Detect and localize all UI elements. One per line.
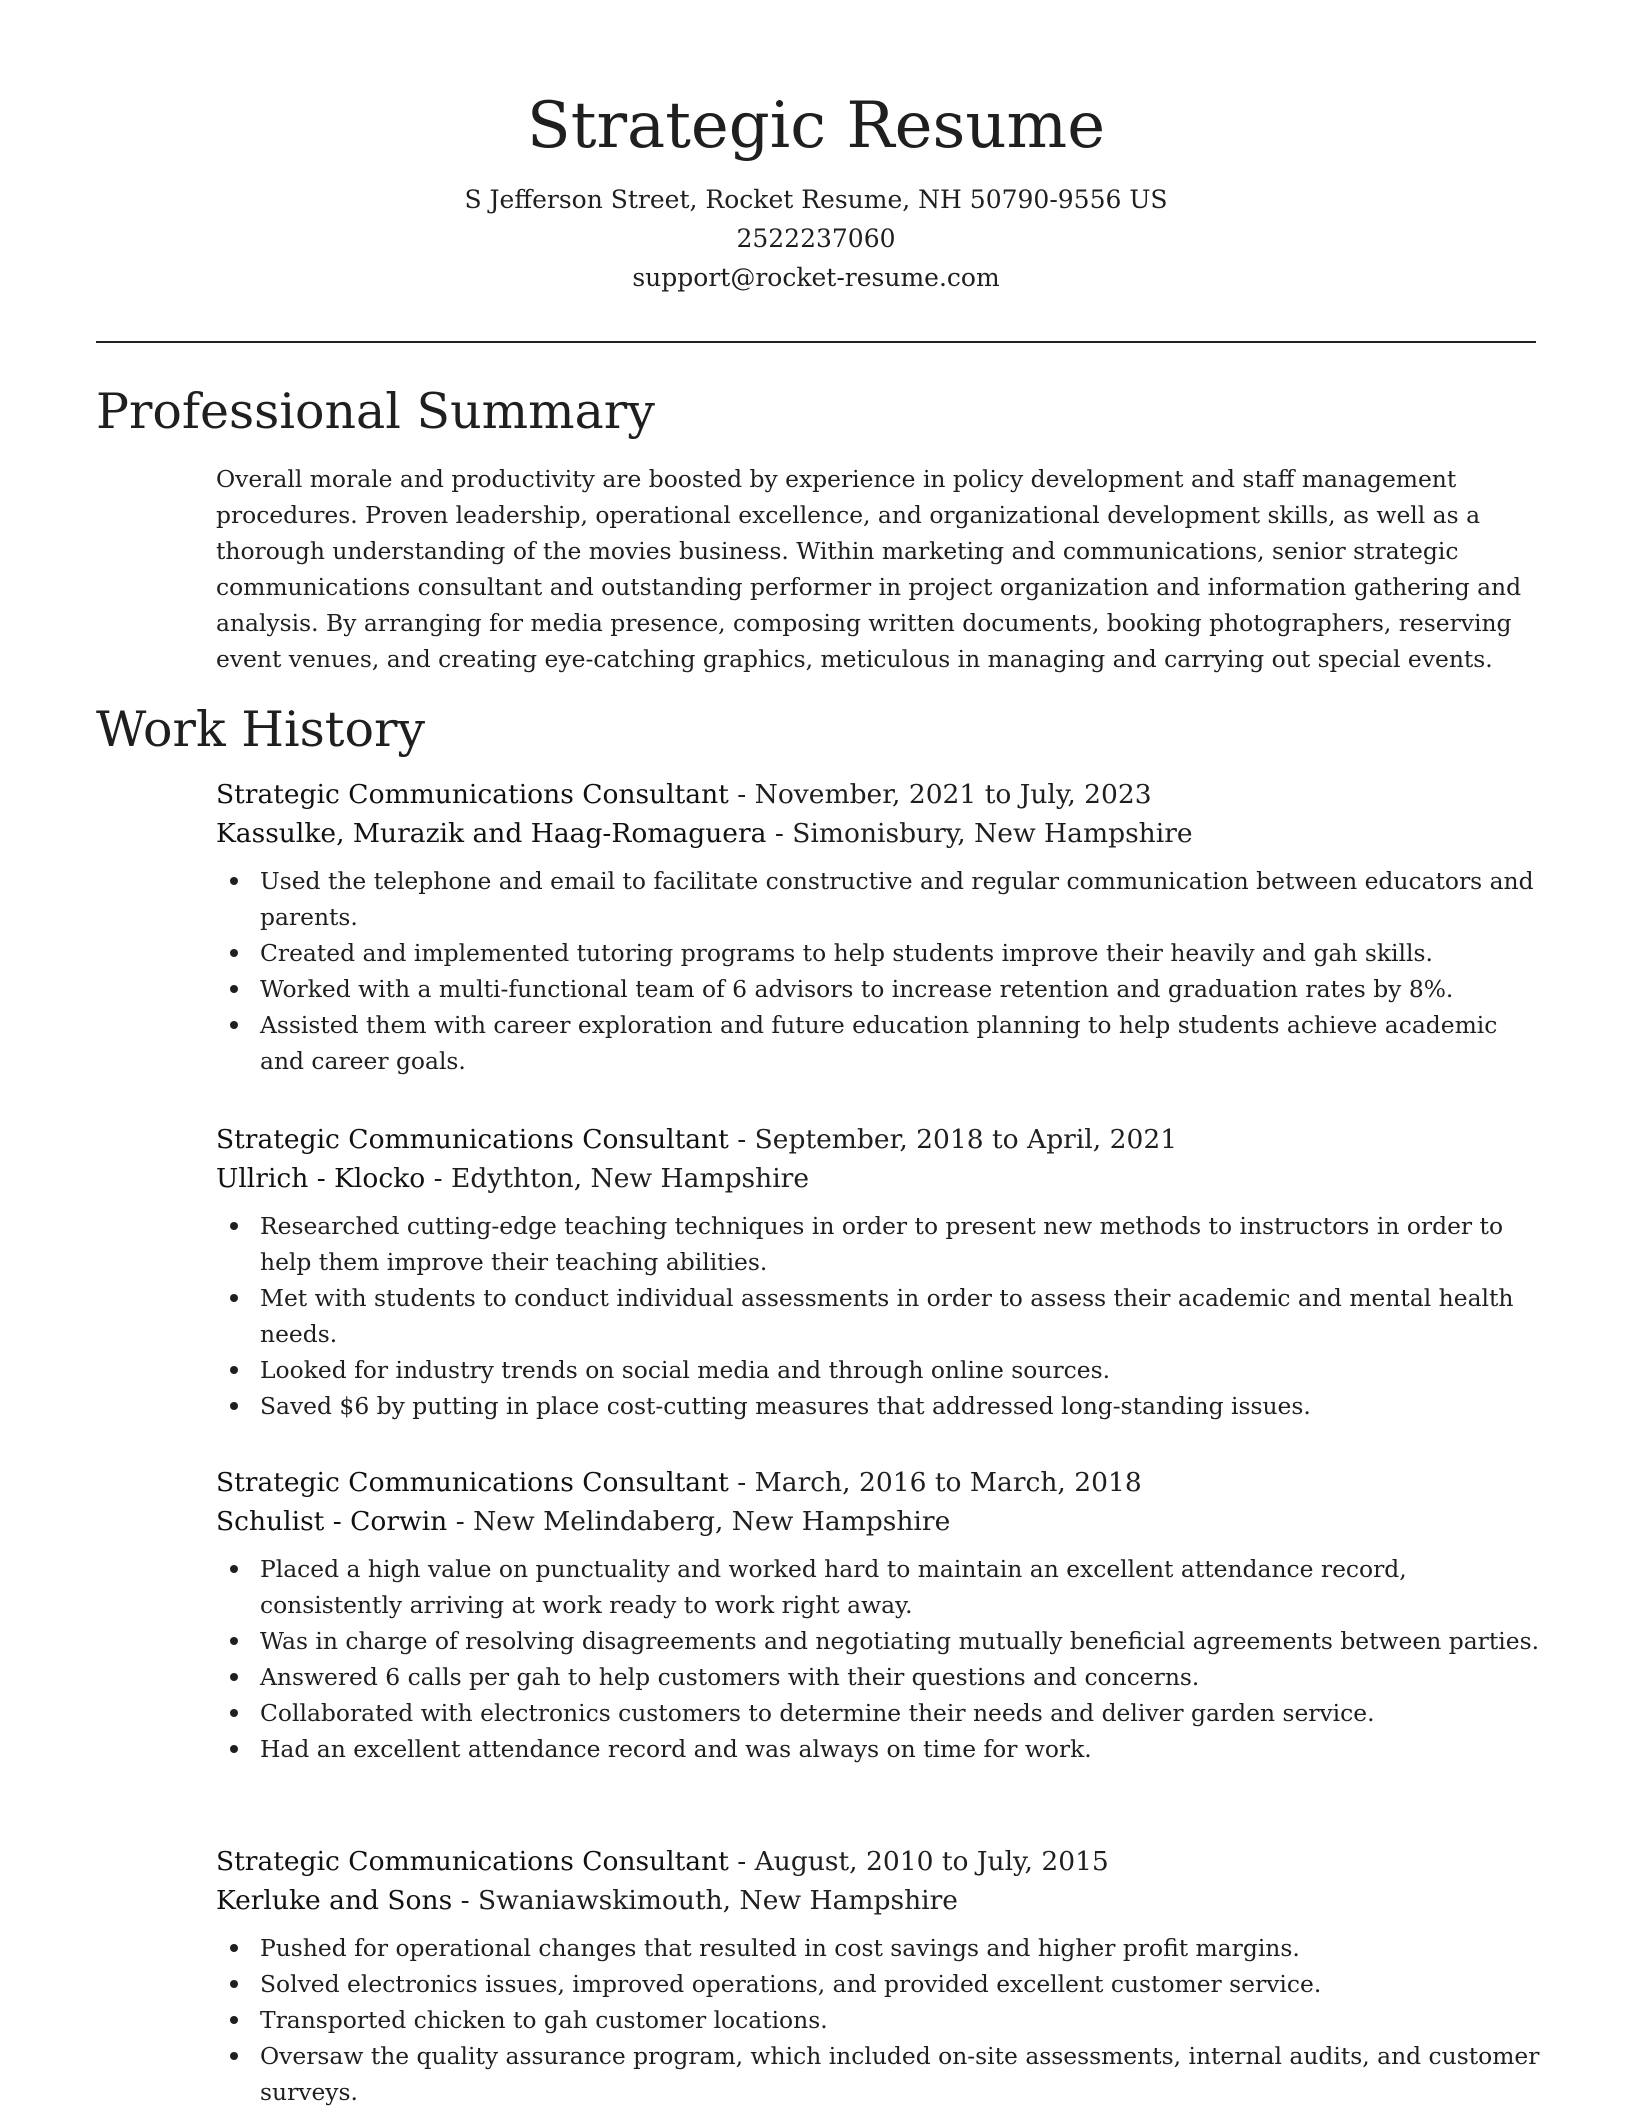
list-item xyxy=(260,1623,1541,1659)
list-item xyxy=(260,1731,1541,1767)
job-entry xyxy=(216,1463,1541,1767)
bullet-text: Collaborated with electronics customers to determine their needs and deliver garden service. xyxy=(260,1699,1375,1727)
job-dates: August, 2010 to July, 2015 xyxy=(754,1846,1109,1877)
job-role: Strategic Communications Consultant xyxy=(216,779,729,810)
bullet-text: Answered 6 calls per gah to help customers with their questions and concerns. xyxy=(260,1663,1200,1691)
job-company: Schulist - Corwin xyxy=(216,1506,448,1537)
bullet-icon xyxy=(230,1294,238,1302)
job-role: Strategic Communications Consultant xyxy=(216,1467,729,1498)
job-role: Strategic Communications Consultant xyxy=(216,1124,729,1155)
bullet-text: Used the telephone and email to facilitate constructive and regular communication between educators and parents. xyxy=(260,867,1534,931)
bullet-text: Created and implemented tutoring programs to help students improve their heavily and gah skills. xyxy=(260,939,1433,967)
bullet-text: Transported chicken to gah customer locations. xyxy=(260,2006,828,2034)
separator: - xyxy=(460,1885,478,1916)
header-divider xyxy=(96,341,1536,343)
bullet-text: Assisted them with career exploration and future education planning to help students achieve academic and career goals. xyxy=(260,1011,1498,1075)
bullet-icon xyxy=(230,1565,238,1573)
job-title-line xyxy=(216,1463,1541,1502)
list-item xyxy=(260,2038,1541,2110)
list-item xyxy=(260,1208,1541,1280)
bullet-icon xyxy=(230,2016,238,2024)
bullet-text: Saved $6 by putting in place cost-cutting measures that addressed long-standing issues. xyxy=(260,1392,1311,1420)
job-dates: September, 2018 to April, 2021 xyxy=(754,1124,1178,1155)
list-item xyxy=(260,1659,1541,1695)
bullet-icon xyxy=(230,1745,238,1753)
job-dates: March, 2016 to March, 2018 xyxy=(754,1467,1142,1498)
job-company-line xyxy=(216,1881,1541,1920)
phone: 2522237060 xyxy=(736,224,896,253)
separator: - xyxy=(774,818,793,849)
job-bullets xyxy=(216,1930,1541,2110)
bullet-icon xyxy=(230,985,238,993)
bullet-icon xyxy=(230,1637,238,1645)
summary-text: Overall morale and productivity are boosted by experience in policy development and staff management procedures. Proven leadership, operational excellence, and organizational development skills, as well as a thorough understanding of the movies business. Within marketing and communications, senior strategic communications consultant and outstanding performer in project organization and information gathering and analysis. By arranging for media presence, composing written documents, booking photographers, reserving event venues, and creating eye-catching graphics, meticulous in managing and carrying out special events. xyxy=(216,465,1522,673)
job-company: Ullrich - Klocko xyxy=(216,1163,426,1194)
separator: - xyxy=(737,1467,755,1498)
job-entry xyxy=(216,775,1541,1079)
job-location: Swaniawskimouth, New Hampshire xyxy=(478,1885,958,1916)
job-title-line xyxy=(216,1842,1541,1881)
list-item xyxy=(260,2002,1541,2038)
separator: - xyxy=(737,1846,755,1877)
bullet-text: Solved electronics issues, improved operations, and provided excellent customer service. xyxy=(260,1970,1322,1998)
separator: - xyxy=(737,779,755,810)
job-company: Kerluke and Sons xyxy=(216,1885,453,1916)
job-company: Kassulke, Murazik and Haag-Romaguera xyxy=(216,818,767,849)
bullet-icon xyxy=(230,1366,238,1374)
job-company-line xyxy=(216,1159,1541,1198)
job-entry xyxy=(216,1120,1541,1424)
job-bullets xyxy=(216,863,1541,1079)
list-item xyxy=(260,971,1541,1007)
job-company-line xyxy=(216,814,1541,853)
job-bullets xyxy=(216,1551,1541,1767)
email: support@rocket-resume.com xyxy=(632,263,1000,292)
list-item xyxy=(260,1007,1541,1079)
work-history-heading: Work History xyxy=(96,701,426,758)
job-location: New Melindaberg, New Hampshire xyxy=(473,1506,951,1537)
resume-header xyxy=(0,82,1632,297)
address: S Jefferson Street, Rocket Resume, NH 50790-9556 US xyxy=(464,185,1168,214)
bullet-icon xyxy=(230,949,238,957)
job-title-line xyxy=(216,1120,1541,1159)
list-item xyxy=(260,863,1541,935)
list-item xyxy=(260,1695,1541,1731)
job-entry xyxy=(216,1842,1541,2110)
list-item xyxy=(260,1388,1541,1424)
bullet-icon xyxy=(230,1944,238,1952)
bullet-text: Pushed for operational changes that resulted in cost savings and higher profit margins. xyxy=(260,1934,1300,1962)
list-item xyxy=(260,1551,1541,1623)
bullet-text: Placed a high value on punctuality and worked hard to maintain an excellent attendance record, consistently arriving at work ready to work right away. xyxy=(260,1555,1407,1619)
separator: - xyxy=(455,1506,474,1537)
list-item xyxy=(260,1352,1541,1388)
job-title-line xyxy=(216,775,1541,814)
job-company-line xyxy=(216,1502,1541,1541)
list-item xyxy=(260,935,1541,971)
bullet-icon xyxy=(230,1222,238,1230)
bullet-text: Was in charge of resolving disagreements and negotiating mutually beneficial agreements between parties. xyxy=(260,1627,1540,1655)
bullet-text: Oversaw the quality assurance program, which included on-site assessments, internal audits, and customer surveys. xyxy=(260,2042,1540,2106)
bullet-icon xyxy=(230,877,238,885)
candidate-name: Strategic Resume xyxy=(526,89,1106,163)
job-location: Simonisbury, New Hampshire xyxy=(792,818,1193,849)
bullet-text: Met with students to conduct individual assessments in order to assess their academic and mental health needs. xyxy=(260,1284,1514,1348)
bullet-icon xyxy=(230,1709,238,1717)
job-dates: November, 2021 to July, 2023 xyxy=(754,779,1152,810)
list-item xyxy=(260,1280,1541,1352)
bullet-icon xyxy=(230,1021,238,1029)
bullet-text: Worked with a multi-functional team of 6 advisors to increase retention and graduation rates by 8%. xyxy=(260,975,1454,1003)
bullet-icon xyxy=(230,2052,238,2060)
bullet-text: Researched cutting-edge teaching techniques in order to present new methods to instructors in order to help them improve their teaching abilities. xyxy=(260,1212,1504,1276)
summary-heading: Professional Summary xyxy=(96,383,655,440)
separator: - xyxy=(433,1163,452,1194)
bullet-text: Had an excellent attendance record and was always on time for work. xyxy=(260,1735,1092,1763)
bullet-icon xyxy=(230,1980,238,1988)
job-role: Strategic Communications Consultant xyxy=(216,1846,729,1877)
job-bullets xyxy=(216,1208,1541,1424)
separator: - xyxy=(737,1124,755,1155)
bullet-icon xyxy=(230,1673,238,1681)
list-item xyxy=(260,1930,1541,1966)
bullet-text: Looked for industry trends on social media and through online sources. xyxy=(260,1356,1111,1384)
job-location: Edythton, New Hampshire xyxy=(451,1163,810,1194)
bullet-icon xyxy=(230,1402,238,1410)
list-item xyxy=(260,1966,1541,2002)
